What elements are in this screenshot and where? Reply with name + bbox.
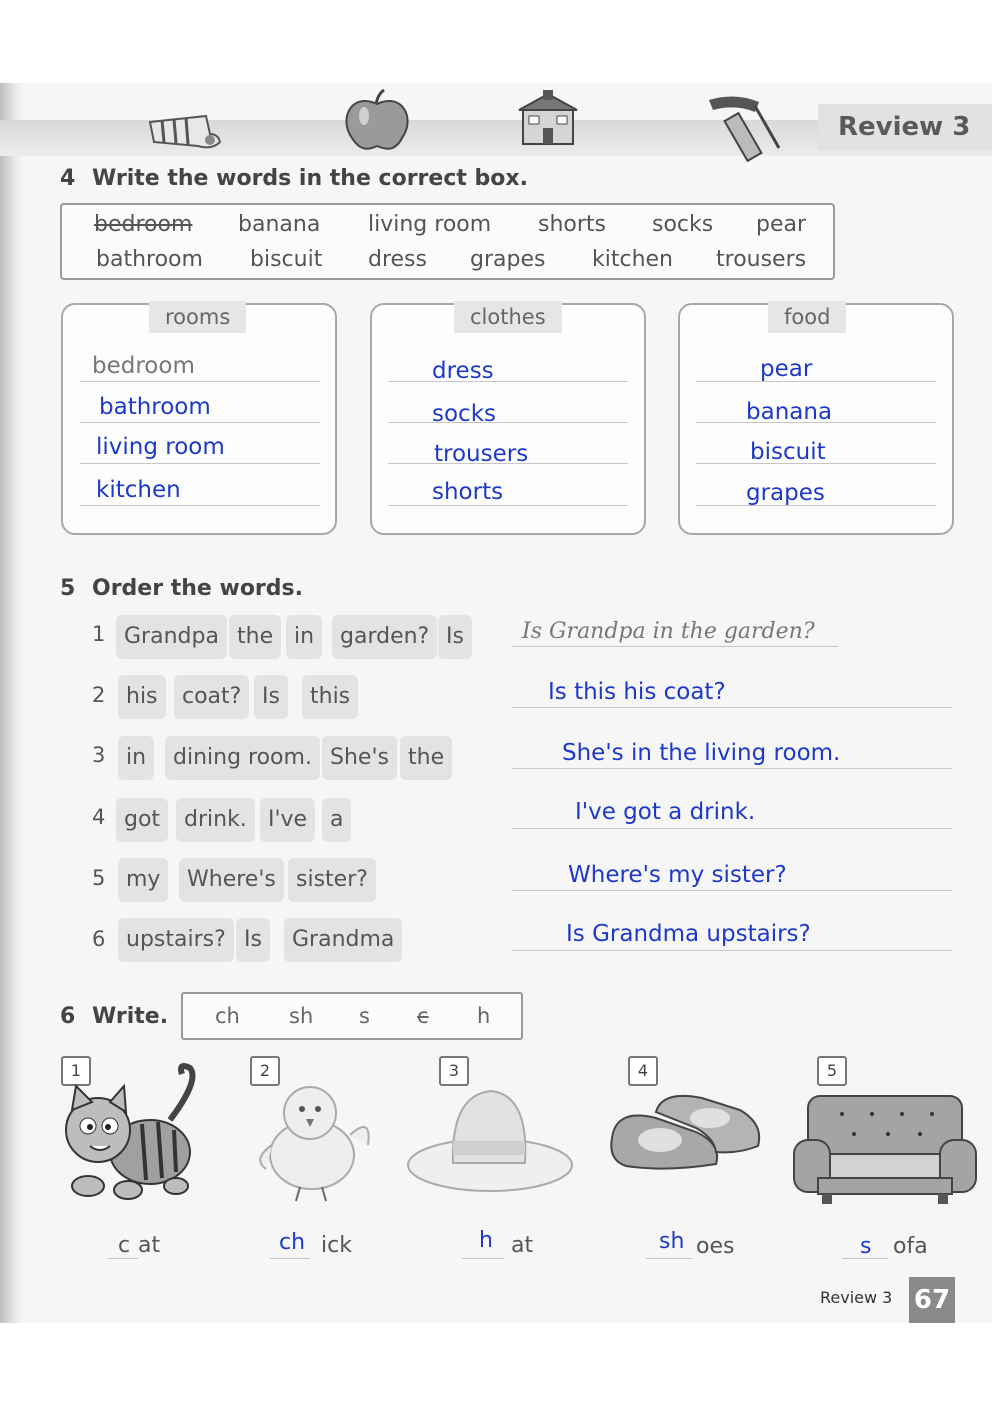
word-bank-item: biscuit — [250, 247, 323, 272]
word-bank-item: socks — [652, 212, 714, 237]
answer-text: dress — [432, 358, 494, 384]
word-chip: dining room. — [165, 736, 320, 780]
exercise6-instruction: Write. — [92, 1004, 169, 1029]
letter-option: ch — [215, 1004, 240, 1028]
answer-text: Where's my sister? — [568, 862, 787, 888]
sofa-icon — [792, 1090, 978, 1206]
picture-number: 1 — [61, 1056, 91, 1086]
footer-label: Review 3 — [820, 1288, 893, 1307]
word-suffix: ofa — [893, 1234, 928, 1259]
word-chip: Is — [254, 675, 288, 719]
answer-text: biscuit — [750, 439, 826, 465]
word-chip: upstairs? — [118, 918, 234, 962]
word-bank-item: bedroom — [94, 212, 193, 237]
word-suffix: at — [511, 1233, 534, 1258]
word-chip: the — [229, 615, 281, 659]
question-number: 3 — [92, 743, 106, 767]
word-bank-item: living room — [368, 212, 492, 237]
word-bank-item: banana — [238, 212, 321, 237]
answer-line — [80, 381, 320, 382]
answer-text: grapes — [746, 480, 825, 506]
picture-number: 5 — [817, 1056, 847, 1086]
answer-text: Is this his coat? — [548, 679, 726, 705]
example-answer: bedroom — [92, 353, 195, 379]
word-chip: got — [116, 798, 168, 842]
category-box-clothes — [370, 303, 646, 535]
letter-option: h — [477, 1004, 491, 1028]
answer-line — [80, 422, 320, 423]
answer-text: living room — [96, 434, 225, 460]
answer-text: shorts — [432, 479, 504, 505]
answer-text: pear — [760, 356, 813, 382]
house-icon — [515, 88, 581, 146]
answer-line — [388, 422, 628, 423]
letter-blank: sh — [659, 1229, 685, 1254]
word-chip: a — [322, 798, 351, 842]
picture-number: 2 — [250, 1056, 280, 1086]
page-number: 67 — [909, 1277, 955, 1323]
letters-box — [181, 992, 523, 1040]
answer-line — [512, 646, 838, 647]
word-chip: She's — [322, 736, 397, 780]
word-bank-item: pear — [756, 212, 807, 237]
letter-blank: h — [479, 1228, 493, 1253]
category-label: food — [768, 301, 846, 333]
letter-blank: ch — [279, 1230, 306, 1255]
shoes-icon — [606, 1088, 766, 1188]
word-suffix: oes — [696, 1234, 735, 1259]
socks-icon — [148, 112, 228, 150]
answer-line — [512, 768, 952, 769]
answer-text: Is Grandma upstairs? — [566, 921, 811, 947]
cat-icon — [50, 1060, 210, 1210]
word-chip: my — [118, 858, 168, 902]
exercise5-instruction: Order the words. — [92, 576, 303, 601]
word-bank-item: shorts — [538, 212, 606, 237]
exercise5-number: 5 — [60, 576, 76, 601]
exercise4-number: 4 — [60, 166, 76, 191]
letter-blank: s — [860, 1234, 872, 1259]
picture-number: 4 — [628, 1056, 658, 1086]
letter-option: c — [417, 1004, 429, 1028]
book-spine — [0, 83, 22, 1323]
word-bank-item: bathroom — [96, 247, 203, 272]
word-chip: drink. — [176, 798, 255, 842]
question-number: 4 — [92, 805, 106, 829]
picture-number: 3 — [439, 1056, 469, 1086]
word-chip: Where's — [179, 858, 284, 902]
answer-text: banana — [746, 399, 833, 425]
word-chip: sister? — [288, 858, 376, 902]
word-chip: Is — [236, 918, 270, 962]
exercise4-heading — [60, 166, 528, 191]
exercise5-heading — [60, 576, 303, 601]
word-chip: I've — [260, 798, 315, 842]
word-chip: Grandma — [284, 918, 402, 962]
word-chip: his — [118, 675, 166, 719]
word-chip: Is — [438, 615, 472, 659]
question-number: 6 — [92, 927, 106, 951]
answer-line — [388, 381, 628, 382]
answer-line — [512, 890, 952, 891]
word-bank-item: trousers — [716, 247, 807, 272]
word-bank-item: kitchen — [592, 247, 673, 272]
chick-icon — [250, 1075, 380, 1205]
blank-line — [646, 1258, 692, 1259]
answer-text: socks — [432, 401, 497, 427]
answer-line — [80, 505, 320, 506]
exercise4-instruction: Write the words in the correct box. — [92, 166, 528, 191]
letter-option: sh — [289, 1004, 314, 1028]
hammer-icon — [705, 92, 785, 162]
answer-text: trousers — [434, 441, 529, 467]
word-chip: this — [302, 675, 358, 719]
category-label: rooms — [149, 301, 246, 333]
word-chip: garden? — [332, 615, 437, 659]
answer-line — [696, 381, 936, 382]
word-bank-item: dress — [368, 247, 427, 272]
exercise6-heading — [60, 1004, 168, 1029]
word-bank-item: grapes — [470, 247, 546, 272]
hat-icon — [405, 1085, 575, 1197]
question-number: 1 — [92, 622, 106, 646]
apple-icon — [342, 88, 412, 154]
review-title: Review 3 — [818, 104, 992, 150]
answer-line — [80, 463, 320, 464]
answer-text: bathroom — [99, 394, 211, 420]
answer-line — [388, 505, 628, 506]
question-number: 2 — [92, 683, 106, 707]
word-suffix: at — [138, 1233, 161, 1258]
exercise6-number: 6 — [60, 1004, 76, 1029]
word-chip: in — [286, 615, 322, 659]
example-answer: Is Grandpa in the garden? — [522, 619, 815, 644]
word-chip: Grandpa — [116, 615, 227, 659]
word-suffix: ick — [321, 1233, 352, 1258]
answer-text: kitchen — [96, 477, 181, 503]
letter-option: s — [359, 1004, 370, 1028]
answer-text: I've got a drink. — [575, 799, 756, 825]
answer-text: She's in the living room. — [562, 740, 841, 766]
word-chip: coat? — [174, 675, 249, 719]
answer-line — [512, 707, 952, 708]
question-number: 5 — [92, 866, 106, 890]
letter-blank: c — [118, 1233, 131, 1258]
blank-line — [462, 1258, 504, 1259]
answer-line — [512, 828, 952, 829]
blank-line — [270, 1258, 310, 1259]
answer-line — [512, 950, 952, 951]
word-chip: the — [400, 736, 452, 780]
blank-line — [108, 1258, 138, 1259]
category-label: clothes — [454, 301, 562, 333]
word-chip: in — [118, 736, 154, 780]
